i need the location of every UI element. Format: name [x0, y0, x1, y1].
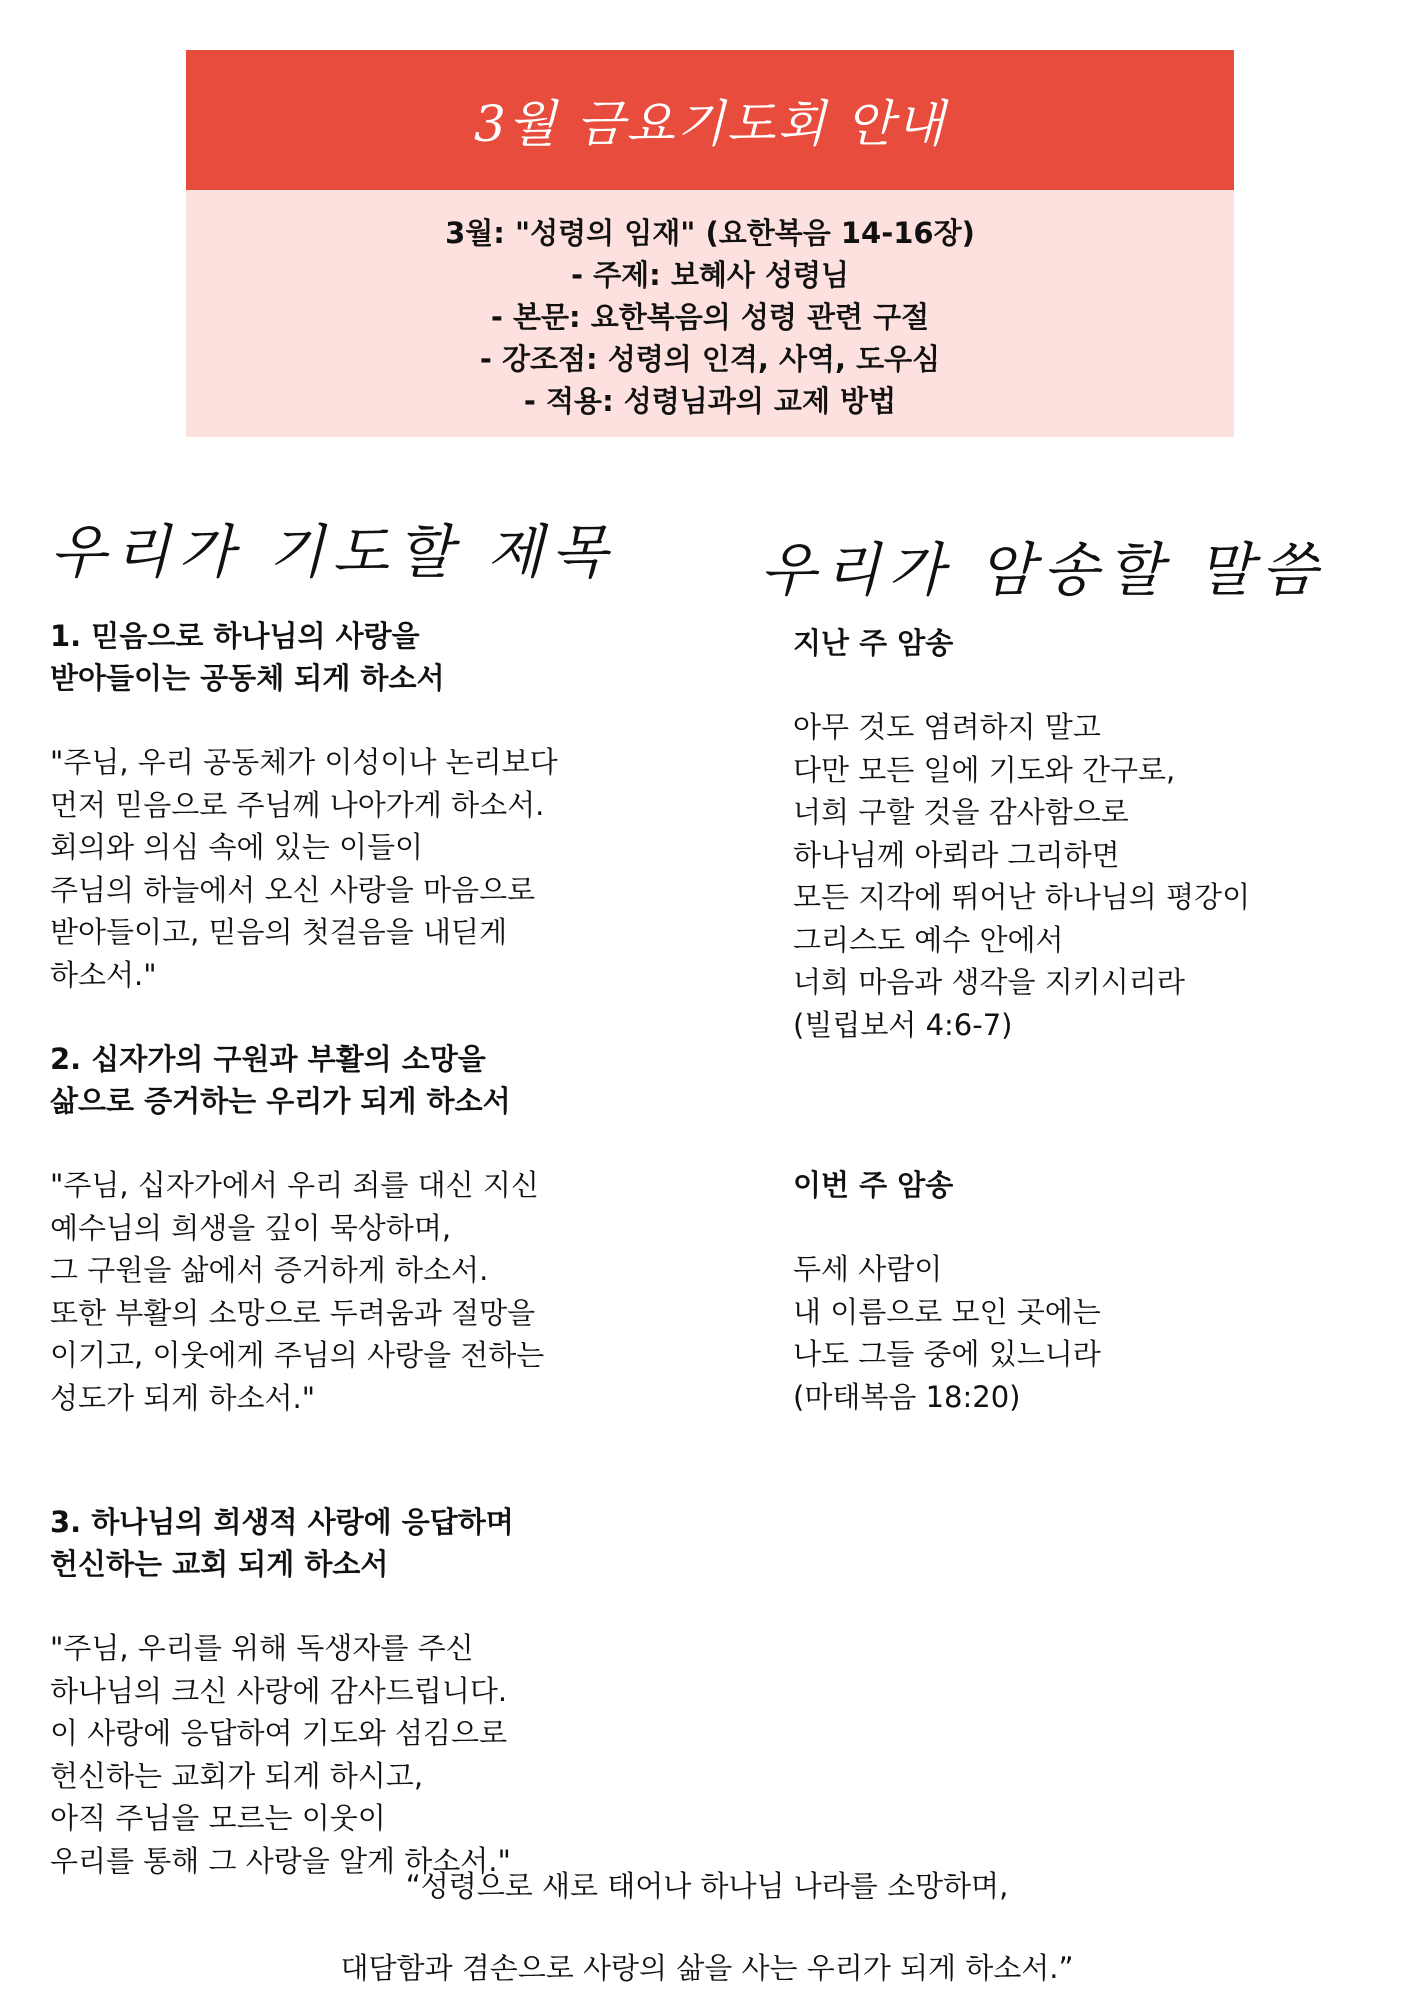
memorize-verse: 두세 사람이 내 이름으로 모인 곳에는 나도 그들 중에 있느니라 (마태복음 18:20) — [793, 1252, 1101, 1414]
page-title: 3월 금요기도회 안내 — [474, 95, 946, 153]
prayer-text: "주님, 우리를 위해 독생자를 주신 하나님의 크신 사랑에 감사드립니다. 이 사랑에 응답하여 기도와 섬김으로 헌신하는 교회가 되게 하시고, 아직 주님을 모르는 이웃이 우리를 통해 그 사랑을 알게 하소서." — [50, 1631, 511, 1878]
prayer-item — [50, 1038, 700, 1419]
memorize-label: 지난 주 암송 — [793, 626, 954, 660]
monthly-summary — [186, 190, 1234, 437]
prayer-text: "주님, 십자가에서 우리 죄를 대신 지신 예수님의 희생을 깊이 묵상하며, 그 구원을 삶에서 증거하게 하소서. 또한 부활의 소망으로 두려움과 절망을 이기고, 이웃에게 주님의 사랑을 전하는 성도가 되게 하소서." — [50, 1168, 545, 1415]
prayer-text: "주님, 우리 공동체가 이성이나 논리보다 먼저 믿음으로 주님께 나아가게 하소서. 회의와 의심 속에 있는 이들이 주님의 하늘에서 오신 사랑을 마음으로 받아들이고, 믿음의 첫걸음을 내딛게 하소서." — [50, 745, 558, 992]
closing-prayer: “성령으로 새로 태어나 하나님 나라를 소망하며, 대담함과 겸손으로 사랑의 삶을 사는 우리가 되게 하소서.” — [340, 1869, 1074, 1985]
memorize-verse: 아무 것도 염려하지 말고 다만 모든 일에 기도와 간구로, 너희 구할 것을 감사함으로 하나님께 아뢰라 그리하면 모든 지각에 뛰어난 하나님의 평강이 그리스도 예수 안에서 너희 마음과 생각을 지키시리라 (빌립보서 4:6-7) — [793, 710, 1251, 1042]
memorize-this-week — [793, 1164, 1353, 1418]
prayer-title: 2. 십자가의 구원과 부활의 소망을 삶으로 증거하는 우리가 되게 하소서 — [50, 1042, 511, 1118]
summary-line: - 강조점: 성령의 인격, 사역, 도우심 — [479, 342, 941, 376]
prayer-title: 1. 믿음으로 하나님의 사랑을 받아들이는 공동체 되게 하소서 — [50, 619, 445, 695]
memorize-section-heading: 우리가 암송할 말씀 — [760, 536, 1326, 604]
header-banner — [186, 50, 1234, 190]
prayer-section-heading: 우리가 기도할 제목 — [50, 518, 616, 586]
summary-line: - 적용: 성령님과의 교제 방법 — [523, 384, 897, 418]
summary-line: 3월: "성령의 임재" (요한복음 14-16장) — [445, 216, 975, 250]
prayer-title: 3. 하나님의 희생적 사랑에 응답하며 헌신하는 교회 되게 하소서 — [50, 1505, 514, 1581]
memorize-list — [793, 622, 1353, 1418]
prayer-item — [50, 1501, 700, 1882]
prayer-item — [50, 615, 700, 996]
summary-line: - 본문: 요한복음의 성령 관련 구절 — [490, 300, 930, 334]
summary-line: - 주제: 보혜사 성령님 — [570, 258, 850, 292]
memorize-last-week — [793, 622, 1353, 1046]
memorize-label: 이번 주 암송 — [793, 1168, 954, 1202]
prayer-list — [50, 615, 700, 1882]
